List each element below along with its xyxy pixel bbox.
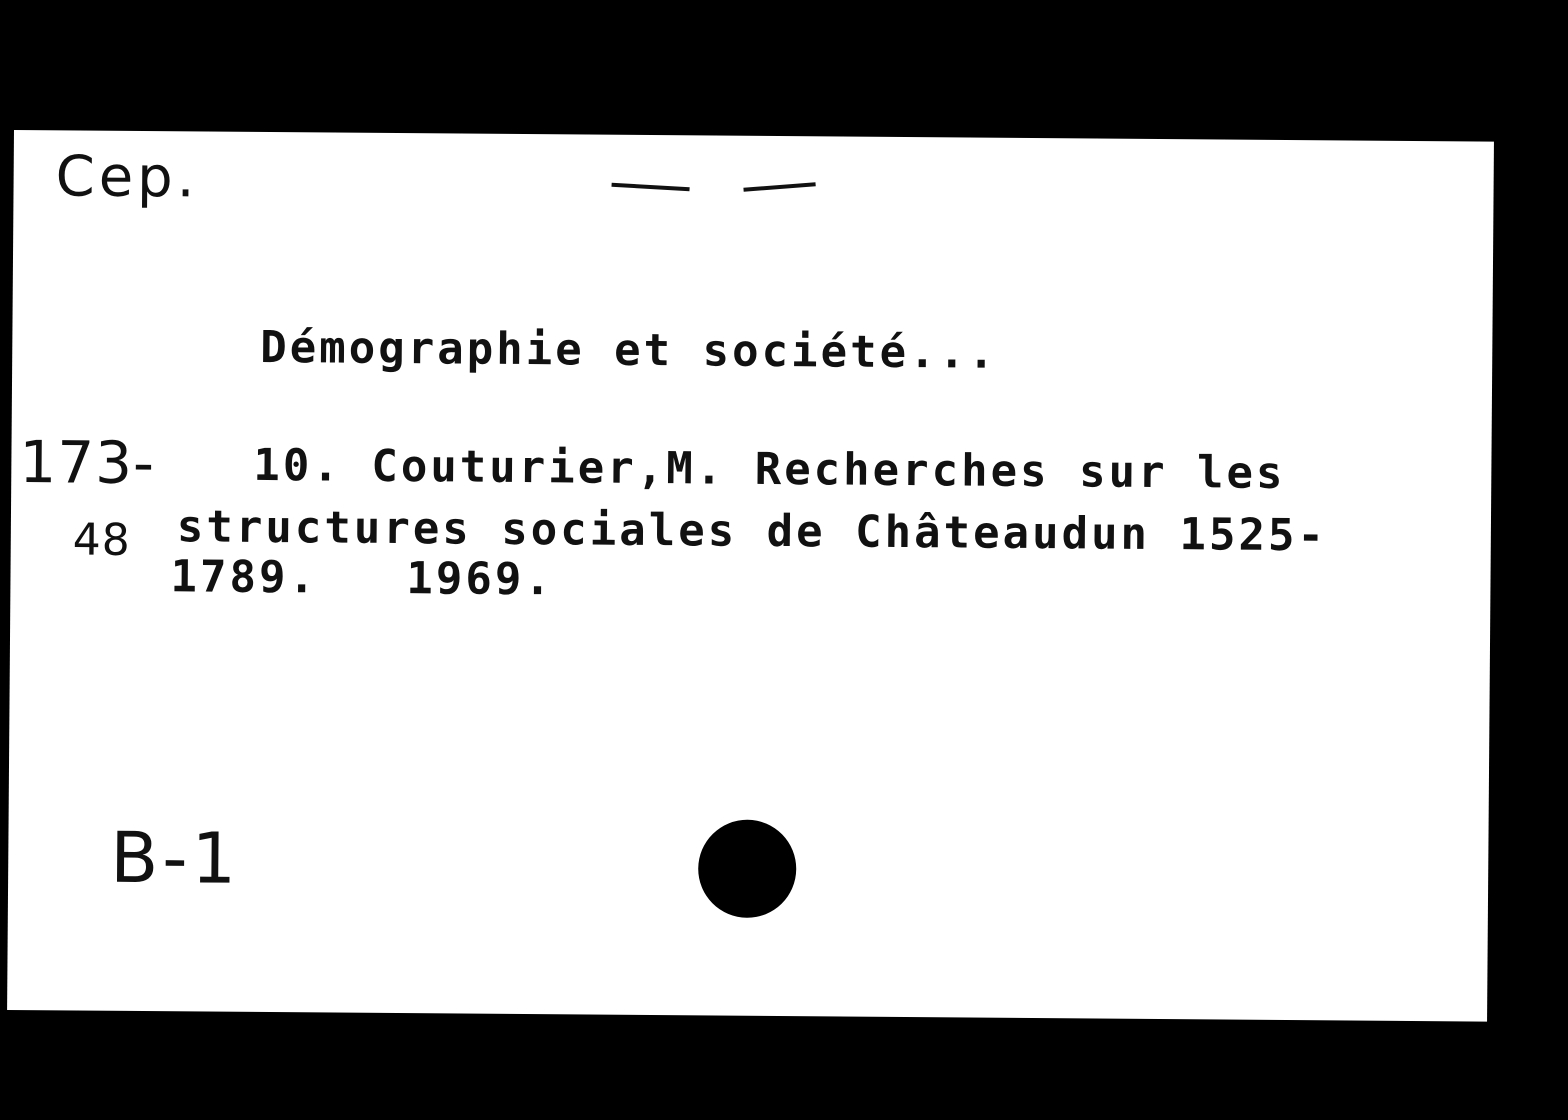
call-number-suffix: 48 bbox=[72, 514, 131, 566]
catalog-card bbox=[7, 130, 1494, 1022]
location-code: B-1 bbox=[109, 816, 241, 900]
entry-line-2: structures sociales de Châteaudun 1525- bbox=[176, 501, 1328, 562]
entry-line-3: 1789. 1969. bbox=[170, 551, 555, 606]
card-heading: Démographie et société... bbox=[260, 321, 998, 379]
handwritten-annotation: Cep. bbox=[55, 144, 199, 211]
call-number-prefix: 173- bbox=[19, 428, 156, 498]
decorative-dashes bbox=[610, 179, 820, 197]
punch-hole bbox=[698, 819, 797, 918]
entry-line-1: 10. Couturier,M. Recherches sur les bbox=[253, 439, 1286, 499]
